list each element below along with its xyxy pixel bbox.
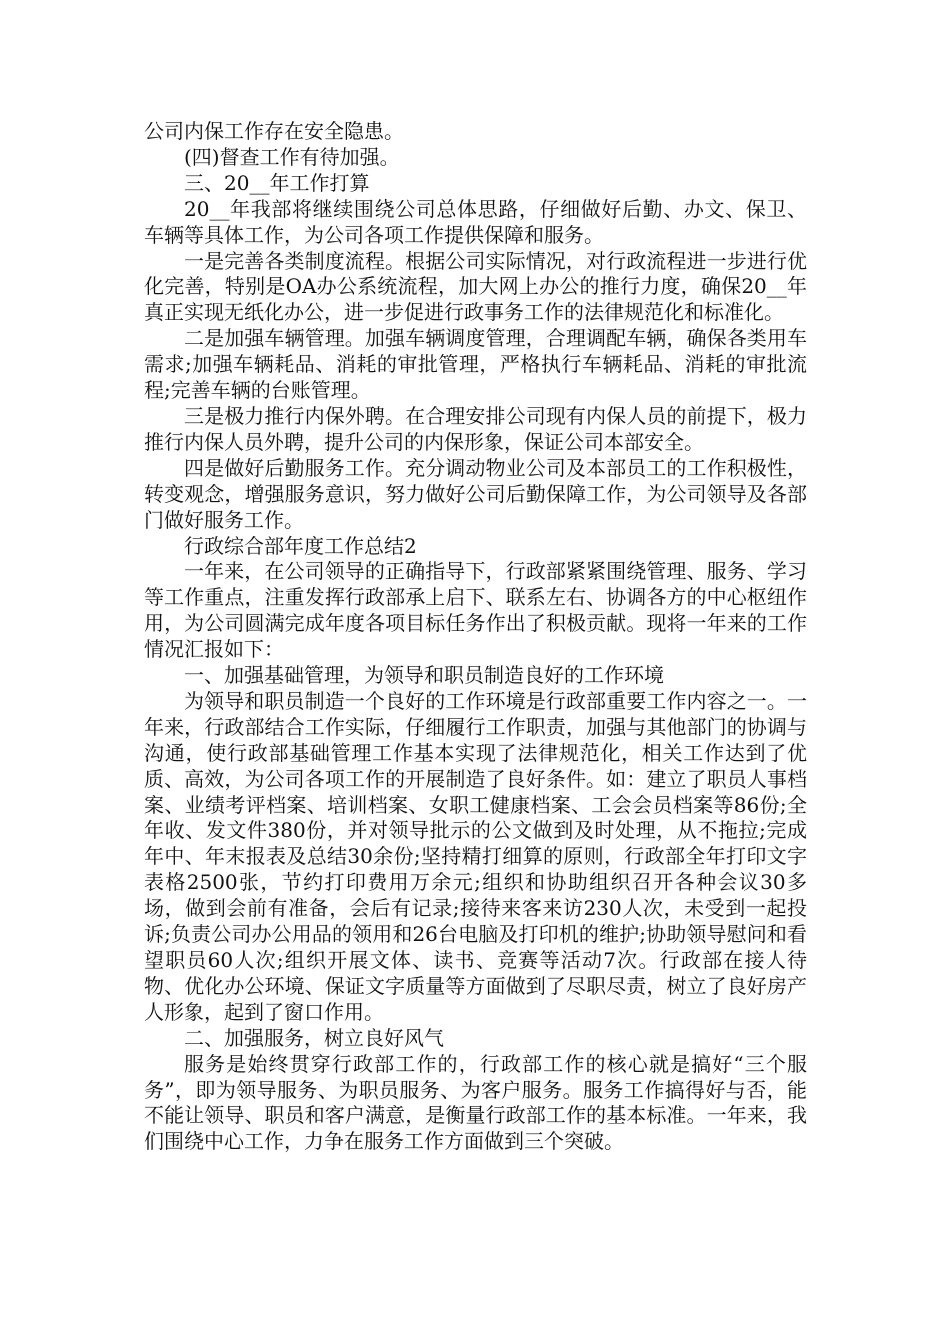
document-subtitle: 行政综合部年度工作总结2 <box>184 533 417 558</box>
paragraph: 四是做好后勤服务工作。充分调动物业公司及本部员工的工作积极性，转变观念，增强服务意识，努力做好公司后勤保障工作，为公司领导及各部门做好服务工作。 <box>144 455 807 532</box>
paragraph: 一是完善各类制度流程。根据公司实际情况，对行政流程进一步进行优化完善，特别是OA办公系统流程，加大网上办公的推行力度，确保20__年真正实现无纸化办公，进一步促进行政事务工作的法律规范化和标准化。 <box>144 248 807 325</box>
paragraph: 为领导和职员制造一个良好的工作环境是行政部重要工作内容之一。一年来，行政部结合工作实际，仔细履行工作职责，加强与其他部门的协调与沟通，使行政部基础管理工作基本实现了法律规范化，相关工作达到了优质、高效，为公司各项工作的开展制造了良好条件。如：建立了职员人事档案、业绩考评档案、培训档案、女职工健康档案、工会会员档案等86份;全年收、发文件380份，并对领导批示的公文做到及时处理，从不拖拉;完成年中、年末报表及总结30余份;坚持精打细算的原则，行政部全年打印文字表格2500张，节约打印费用万余元;组织和协助组织召开各种会议30多场，做到会前有准备，会后有记录;接待来客来访230人次，未受到一起投诉;负责公司办公用品的领用和26台电脑及打印机的维护;协助领导慰问和看望职员60人次;组织开展文体、读书、竞赛等活动7次。行政部在接人待物、优化办公环境、保证文字质量等方面做到了尽职尽责，树立了良好房产人形象，起到了窗口作用。 <box>144 688 807 1024</box>
paragraph: 服务是始终贯穿行政部工作的，行政部工作的核心就是搞好“三个服务”，即为领导服务、为职员服务、为客户服务。服务工作搞得好与否，能不能让领导、职员和客户满意，是衡量行政部工作的基本标准。一年来，我们围绕中心工作，力争在服务工作方面做到三个突破。 <box>144 1051 807 1154</box>
document-page <box>144 119 807 1155</box>
paragraph: 一年来，在公司领导的正确指导下，行政部紧紧围绕管理、服务、学习等工作重点，注重发挥行政部承上启下、联系左右、协调各方的中心枢纽作用，为公司圆满完成年度各项目标任务作出了积极贡献。现将一年来的工作情况汇报如下： <box>144 559 807 662</box>
section-heading: 三、20__年工作打算 <box>184 170 370 195</box>
section-heading: 一、加强基础管理，为领导和职员制造良好的工作环境 <box>184 663 664 688</box>
paragraph: 二是加强车辆管理。加强车辆调度管理，合理调配车辆，确保各类用车需求;加强车辆耗品、消耗的审批管理，严格执行车辆耗品、消耗的审批流程;完善车辆的台账管理。 <box>144 326 807 403</box>
paragraph: 三是极力推行内保外聘。在合理安排公司现有内保人员的前提下，极力推行内保人员外聘，提升公司的内保形象，保证公司本部安全。 <box>144 403 807 454</box>
paragraph: 20__年我部将继续围绕公司总体思路，仔细做好后勤、办文、保卫、车辆等具体工作，为公司各项工作提供保障和服务。 <box>144 196 807 247</box>
section-heading: 二、加强服务，树立良好风气 <box>184 1025 444 1050</box>
paragraph: (四)督查工作有待加强。 <box>184 144 400 169</box>
paragraph: 公司内保工作存在安全隐患。 <box>144 119 404 143</box>
